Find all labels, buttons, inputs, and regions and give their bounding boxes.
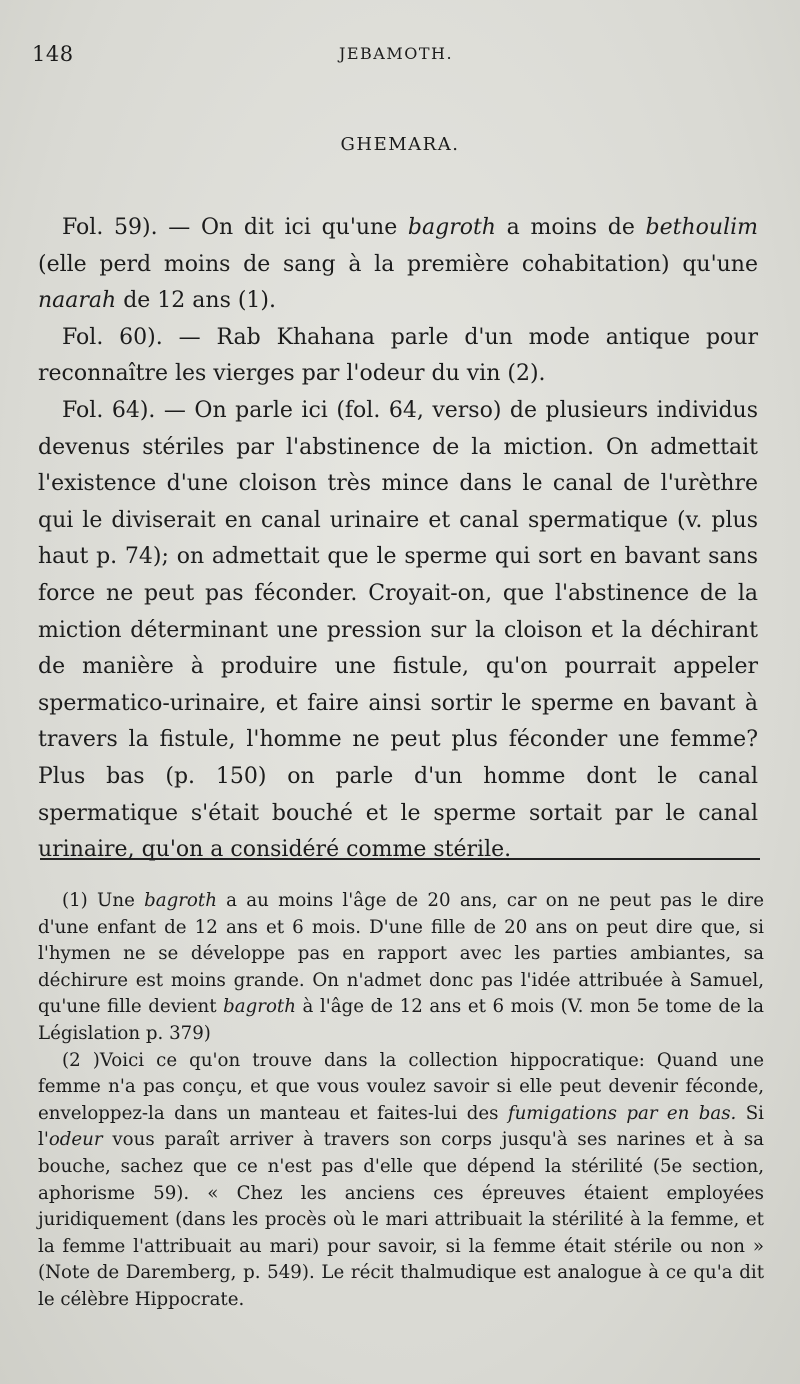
text-run: Si l' xyxy=(38,1102,764,1151)
text-run: a au moins l'âge de 20 ans, car on ne peut pas le dire d'une enfant de 12 ans et 6 mois. D'une fille de 20 ans on peut dire que, si l'hymen ne se développe pas en rapport avec les parties ambiantes, sa déchirure est moins grande. On n'admet donc pas l'idée attribuée à Samuel, qu'une fille devient xyxy=(38,890,764,1018)
paragraph-fol-59 xyxy=(38,210,758,320)
text-run: Fol. 59). — On dit ici qu'une xyxy=(62,215,408,240)
section-title: GHEMARA. xyxy=(340,134,460,155)
footnotes xyxy=(38,888,764,1314)
italic-term: bagroth xyxy=(407,215,496,240)
footnote-divider xyxy=(40,858,760,860)
italic-term: bagroth xyxy=(144,890,217,911)
paragraph-fol-60: Fol. 60). — Rab Khahana parle d'un mode antique pour reconnaître les vierges par l'odeur du vin (2). xyxy=(38,324,758,387)
page-number: 148 xyxy=(32,42,74,66)
main-text xyxy=(38,210,758,869)
italic-term: fumigations par en bas. xyxy=(507,1102,737,1124)
text-run: a moins de xyxy=(495,215,646,240)
footnote-1 xyxy=(38,888,764,1048)
italic-term: bagroth xyxy=(223,996,296,1018)
running-head xyxy=(32,42,760,72)
paragraph-fol-64: Fol. 64). — On parle ici (fol. 64, verso) de plusieurs individus devenus stériles par l'abstinence de la miction. On admettait l'existence d'une cloison très mince dans le canal de l'urèthre qui le diviserait en canal urinaire et canal spermatique (v. plus haut p. 74); on admettait que le sperme qui sort en bavant sans force ne peut pas féconder. Croyait-on, que l'abstinence de la miction déterminant une pression sur la cloison et la déchirant de manière à produire une fistule, qu'on pourrait appeler spermatico-urinaire, et faire ainsi sortir le sperme en bavant à travers la fistule, l'homme ne peut plus féconder une femme? Plus bas (p. 150) on parle d'un homme dont le canal spermatique s'était bouché et le sperme sortait par le canal urinaire, qu'on a considéré comme stérile. xyxy=(38,397,758,863)
text-run: (2 )Voici ce qu'on trouve dans la collection hippocratique: Quand une femme n'a pas conçu, et que vous voulez savoir si elle peut devenir féconde, enveloppez-la dans un manteau et faites-lui des xyxy=(38,1049,764,1124)
text-run: à l'âge de 12 ans et 6 mois (V. mon 5e tome de la Législation p. 379) xyxy=(38,996,764,1044)
italic-term: bethoulim xyxy=(645,215,759,240)
italic-term: naarah xyxy=(38,288,117,314)
text-run: (elle perd moins de sang à la première cohabitation) qu'une xyxy=(38,251,758,277)
text-run: de 12 ans (1). xyxy=(116,288,277,314)
footnote-2 xyxy=(38,1048,764,1314)
running-title: JEBAMOTH. xyxy=(338,44,454,63)
text-run: (1) Une xyxy=(62,890,145,911)
text-run: vous paraît arriver à travers son corps jusqu'à ses narines et à sa bouche, sachez que ce n'est pas d'elle que dépend la stérilité (5e section, aphorisme 59). « Chez les anciens ces épreuves étaient employées juridiquement (dans les procès où le mari attribuait la stérilité à la femme, et la femme l'attribuait au mari) pour savoir, si la femme était stérile ou non » (Note de Daremberg, p. 549). Le récit thalmudique est analogue à ce qu'a dit le célèbre Hippocrate. xyxy=(38,1129,764,1310)
italic-term: odeur xyxy=(48,1129,103,1151)
